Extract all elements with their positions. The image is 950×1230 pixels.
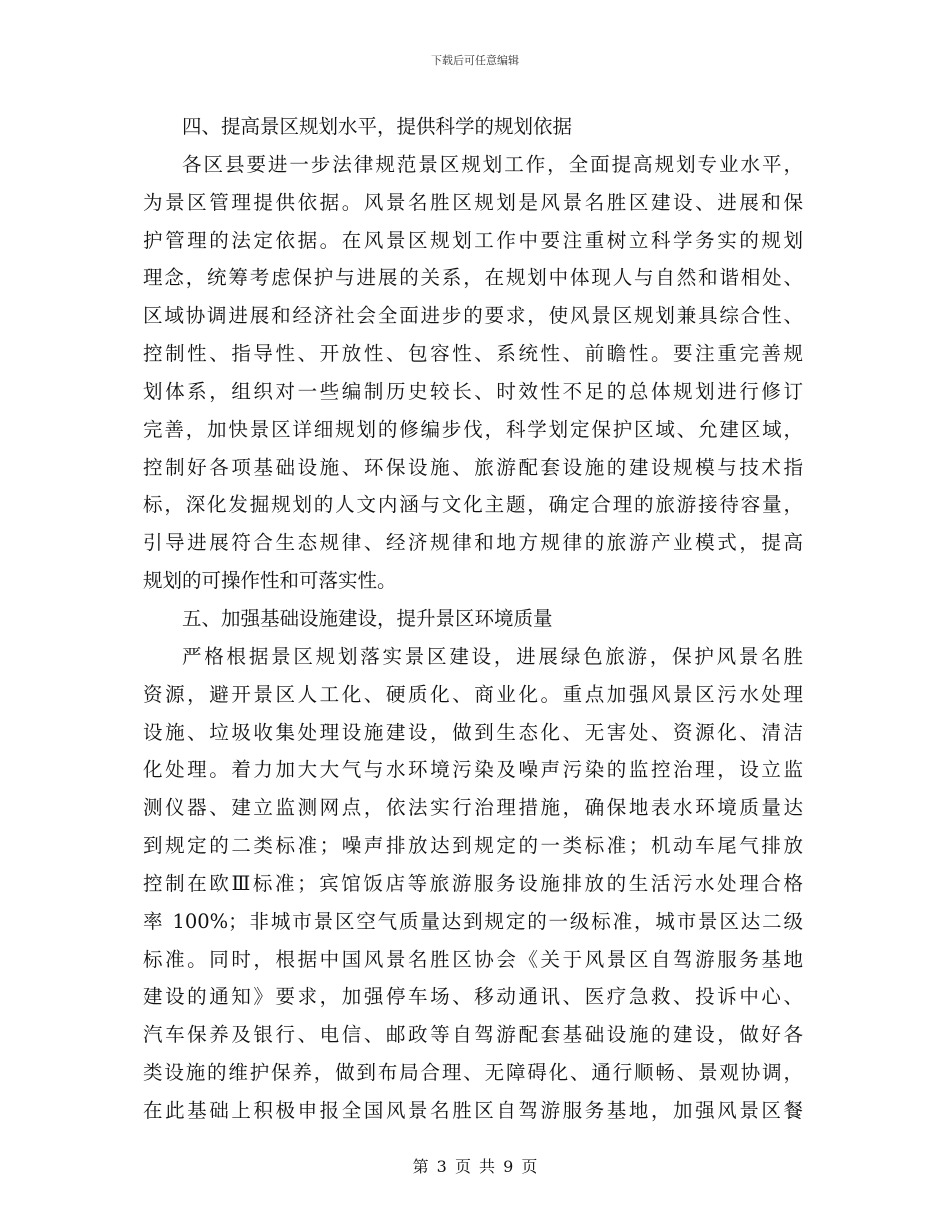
text-line: 建设的通知》要求，加强停车场、移动通讯、医疗急救、投诉中心、 [143,985,803,1009]
text-line: 严格根据景区规划落实景区建设，进展绿色旅游，保护风景名胜 [182,644,803,668]
page-footer: 第 3 页 共 9 页 [412,1157,538,1176]
text-line: 理念，统筹考虑保护与进展的关系，在规划中体现人与自然和谐相处、 [143,266,803,290]
text-line: 到规定的二类标准；噪声排放达到规定的一类标准；机动车尾气排放 [143,834,803,858]
text-line: 类设施的维护保养，做到布局合理、无障碍化、通行顺畅、景观协调， [143,1061,803,1085]
page-header: 下载后可任意编辑 [431,54,519,67]
text-line: 设施、垃圾收集处理设施建设，做到生态化、无害处、资源化、清洁 [143,720,803,744]
text-line: 控制性、指导性、开放性、包容性、系统性、前瞻性。要注重完善规 [143,342,803,366]
text-line: 区域协调进展和经济社会全面进步的要求，使风景区规划兼具综合性、 [143,304,803,328]
text-line: 标准。同时，根据中国风景名胜区协会《关于风景区自驾游服务基地 [143,947,803,971]
text-line: 护管理的法定依据。在风景区规划工作中要注重树立科学务实的规划 [143,228,803,252]
text-line: 完善，加快景区详细规划的修编步伐，科学划定保护区域、允建区域， [143,417,803,441]
text-line: 标，深化发掘规划的人文内涵与文化主题，确定合理的旅游接待容量， [143,493,803,517]
text-line: 四、提高景区规划水平，提供科学的规划依据 [182,115,573,138]
text-line: 化处理。着力加大大气与水环境污染及噪声污染的监控治理，设立监 [143,758,803,782]
text-line: 为景区管理提供依据。风景名胜区规划是风景名胜区建设、进展和保 [143,190,803,214]
text-line: 率 100%；非城市景区空气质量达到规定的一级标准，城市景区达二级 [143,909,803,933]
text-line: 控制好各项基础设施、环保设施、旅游配套设施的建设规模与技术指 [143,455,803,479]
text-line: 五、加强基础设施建设，提升景区环境质量 [182,606,553,630]
text-line: 汽车保养及银行、电信、邮政等自驾游配套基础设施的建设，做好各 [143,1023,803,1047]
document-body [143,108,803,1130]
text-line: 测仪器、建立监测网点，依法实行治理措施，确保地表水环境质量达 [143,796,803,820]
text-line: 在此基础上积极申报全国风景名胜区自驾游服务基地，加强风景区餐 [143,1098,803,1122]
text-line: 控制在欧Ⅲ标准；宾馆饭店等旅游服务设施排放的生活污水处理合格 [143,871,803,895]
text-line: 引导进展符合生态规律、经济规律和地方规律的旅游产业模式，提高 [143,531,803,555]
text-line: 划体系，组织对一些编制历史较长、时效性不足的总体规划进行修订 [143,379,803,403]
text-line: 资源，避开景区人工化、硬质化、商业化。重点加强风景区污水处理 [143,682,803,706]
text-line: 各区县要进一步法律规范景区规划工作，全面提高规划专业水平， [182,152,803,176]
text-line: 规划的可操作性和可落实性。 [143,569,397,593]
